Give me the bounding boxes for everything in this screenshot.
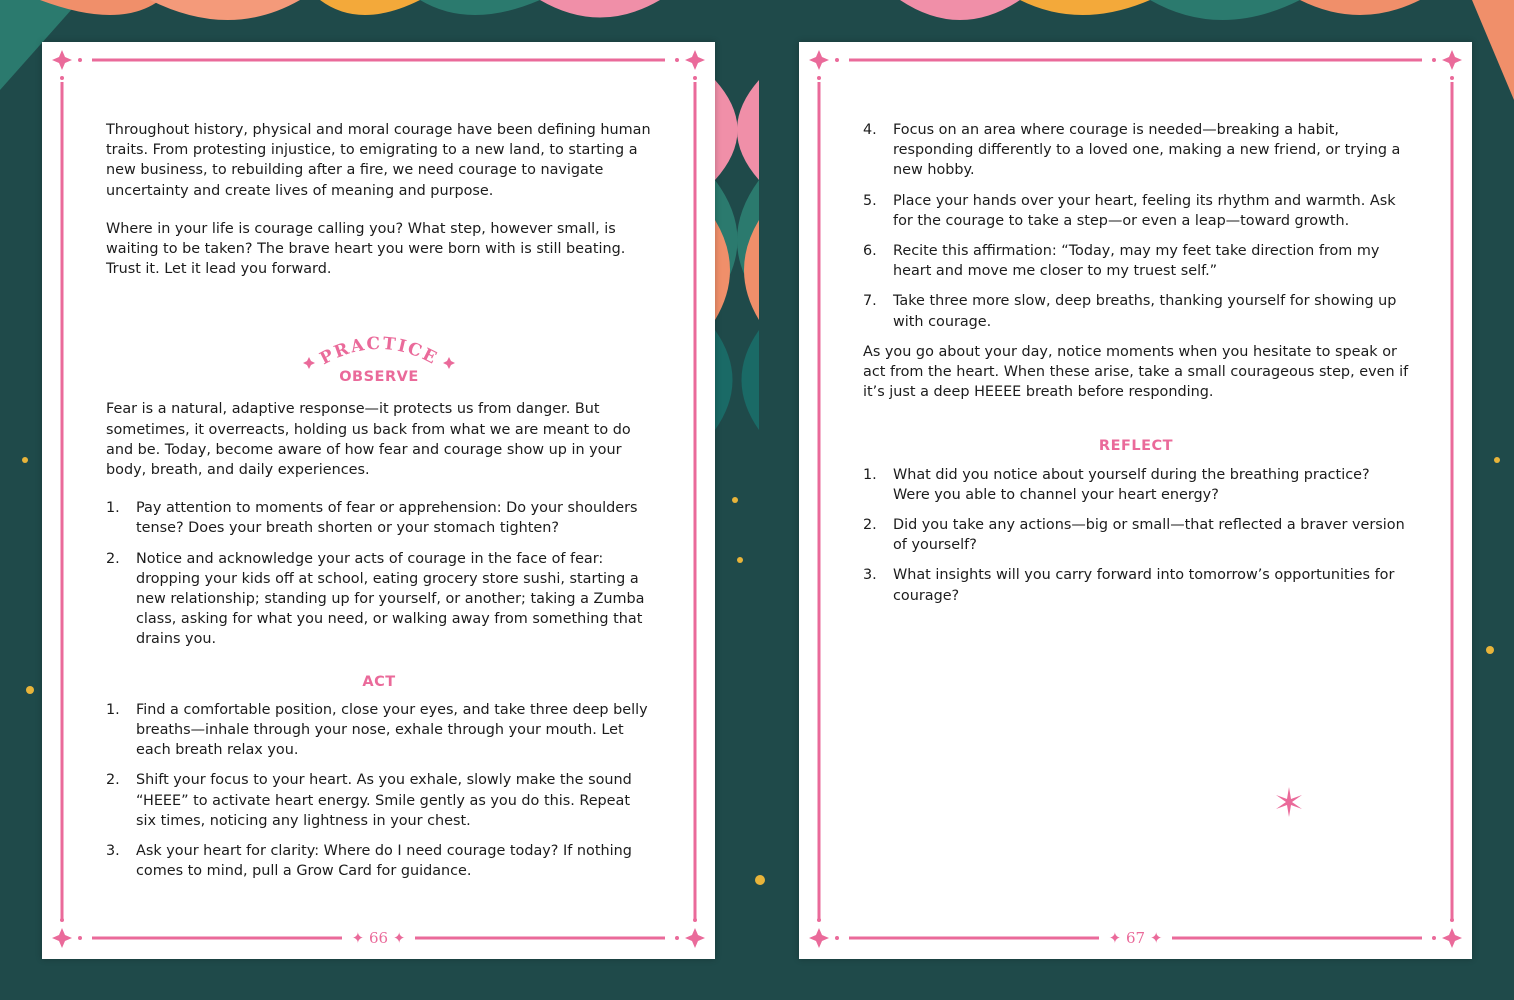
page-number-text: 67 — [1125, 929, 1146, 947]
left-page-content — [106, 120, 652, 891]
practice-title — [106, 329, 652, 389]
list-item: 3. What insights will you carry forward into tomorrow’s opportunities for courage? — [863, 567, 1395, 604]
star-burst-icon — [1274, 787, 1304, 817]
list-item: 2. Notice and acknowledge your acts of courage in the face of fear: dropping your kids off at school, eating grocery store sushi, starting a new relationship; standing up for yourself, or another; taking a Zumba class, asking for what you need, or walking away from something that drains you. — [106, 550, 645, 648]
act-heading: ACT — [362, 673, 396, 690]
right-page — [799, 42, 1472, 959]
observe-paragraph: Fear is a natural, adaptive response—it protects us from danger. But sometimes, it overreacts, holding us back from what we are meant to do and be. Today, become aware of how fear and courage show up in your body, breath, and daily experiences. — [106, 401, 631, 479]
list-item: 6. Recite this affirmation: “Today, may my feet take direction from my heart and move me closer to my truest self.” — [863, 243, 1380, 280]
act-list-continued — [863, 120, 1409, 332]
list-item: 5. Place your hands over your heart, feeling its rhythm and warmth. Ask for the courage to take a step—or even a leap—toward growth. — [863, 192, 1396, 229]
four-point-sparkle-icon — [685, 50, 705, 70]
list-item: 3. Ask your heart for clarity: Where do I need courage today? If nothing comes to mind, pull a Grow Card for guidance. — [106, 843, 632, 880]
reflect-heading: REFLECT — [1098, 438, 1174, 455]
four-point-sparkle-icon — [1442, 50, 1462, 70]
reflect-list — [863, 465, 1409, 606]
page-number-text: 66 — [368, 929, 389, 947]
act-list — [106, 700, 652, 882]
four-point-sparkle-icon — [52, 50, 72, 70]
list-item: 1. Find a comfortable position, close your eyes, and take three deep belly breaths—inhale through your nose, exhale through your mouth. Let each breath relax you. — [106, 701, 648, 759]
practice-title-text: PRACTICE — [316, 334, 442, 370]
list-item: 1. What did you notice about yourself during the breathing practice? Were you able to channel your heart energy? — [863, 466, 1370, 503]
svg-text:PRACTICE — [317, 334, 442, 370]
list-item: 2. Shift your focus to your heart. As you exhale, slowly make the sound “HEEE” to activate heart energy. Smile gently as you do this. Repeat six times, noticing any lightness in your chest. — [106, 772, 632, 829]
observe-heading: OBSERVE — [339, 369, 419, 386]
observe-list — [106, 498, 652, 649]
list-item: 4. Focus on an area where courage is needed—breaking a habit, responding differently to a loved one, making a new friend, or trying a new hobby. — [863, 122, 1401, 179]
page-number: ✦ 67 ✦ — [799, 929, 1472, 947]
intro-paragraph: Throughout history, physical and moral courage have been defining human traits. From protesting injustice, to emigrating to a new land, to starting a new business, to rebuilding after a fire, we need courage to navigate uncertainty and create lives of meaning and purpose. — [106, 122, 651, 199]
left-page — [42, 42, 715, 959]
page-number: ✦ 66 ✦ — [42, 929, 715, 947]
right-page-content — [863, 120, 1409, 616]
four-point-sparkle-icon — [809, 50, 829, 70]
list-item: 7. Take three more slow, deep breaths, thanking yourself for showing up with courage. — [863, 293, 1397, 330]
list-item: 2. Did you take any actions—big or small—that reflected a braver version of yourself? — [863, 517, 1405, 554]
intro-paragraph: Where in your life is courage calling you? What step, however small, is waiting to be taken? The brave heart you were born with is still beating. Trust it. Let it lead you forward. — [106, 220, 626, 278]
list-item: 1. Pay attention to moments of fear or apprehension: Do your shoulders tense? Does your breath shorten or your stomach tighten? — [106, 500, 638, 537]
closing-paragraph: As you go about your day, notice moments when you hesitate to speak or act from the heart. When these arise, take a small courageous step, even if it’s just a deep HEEEE breath before responding. — [863, 343, 1409, 401]
